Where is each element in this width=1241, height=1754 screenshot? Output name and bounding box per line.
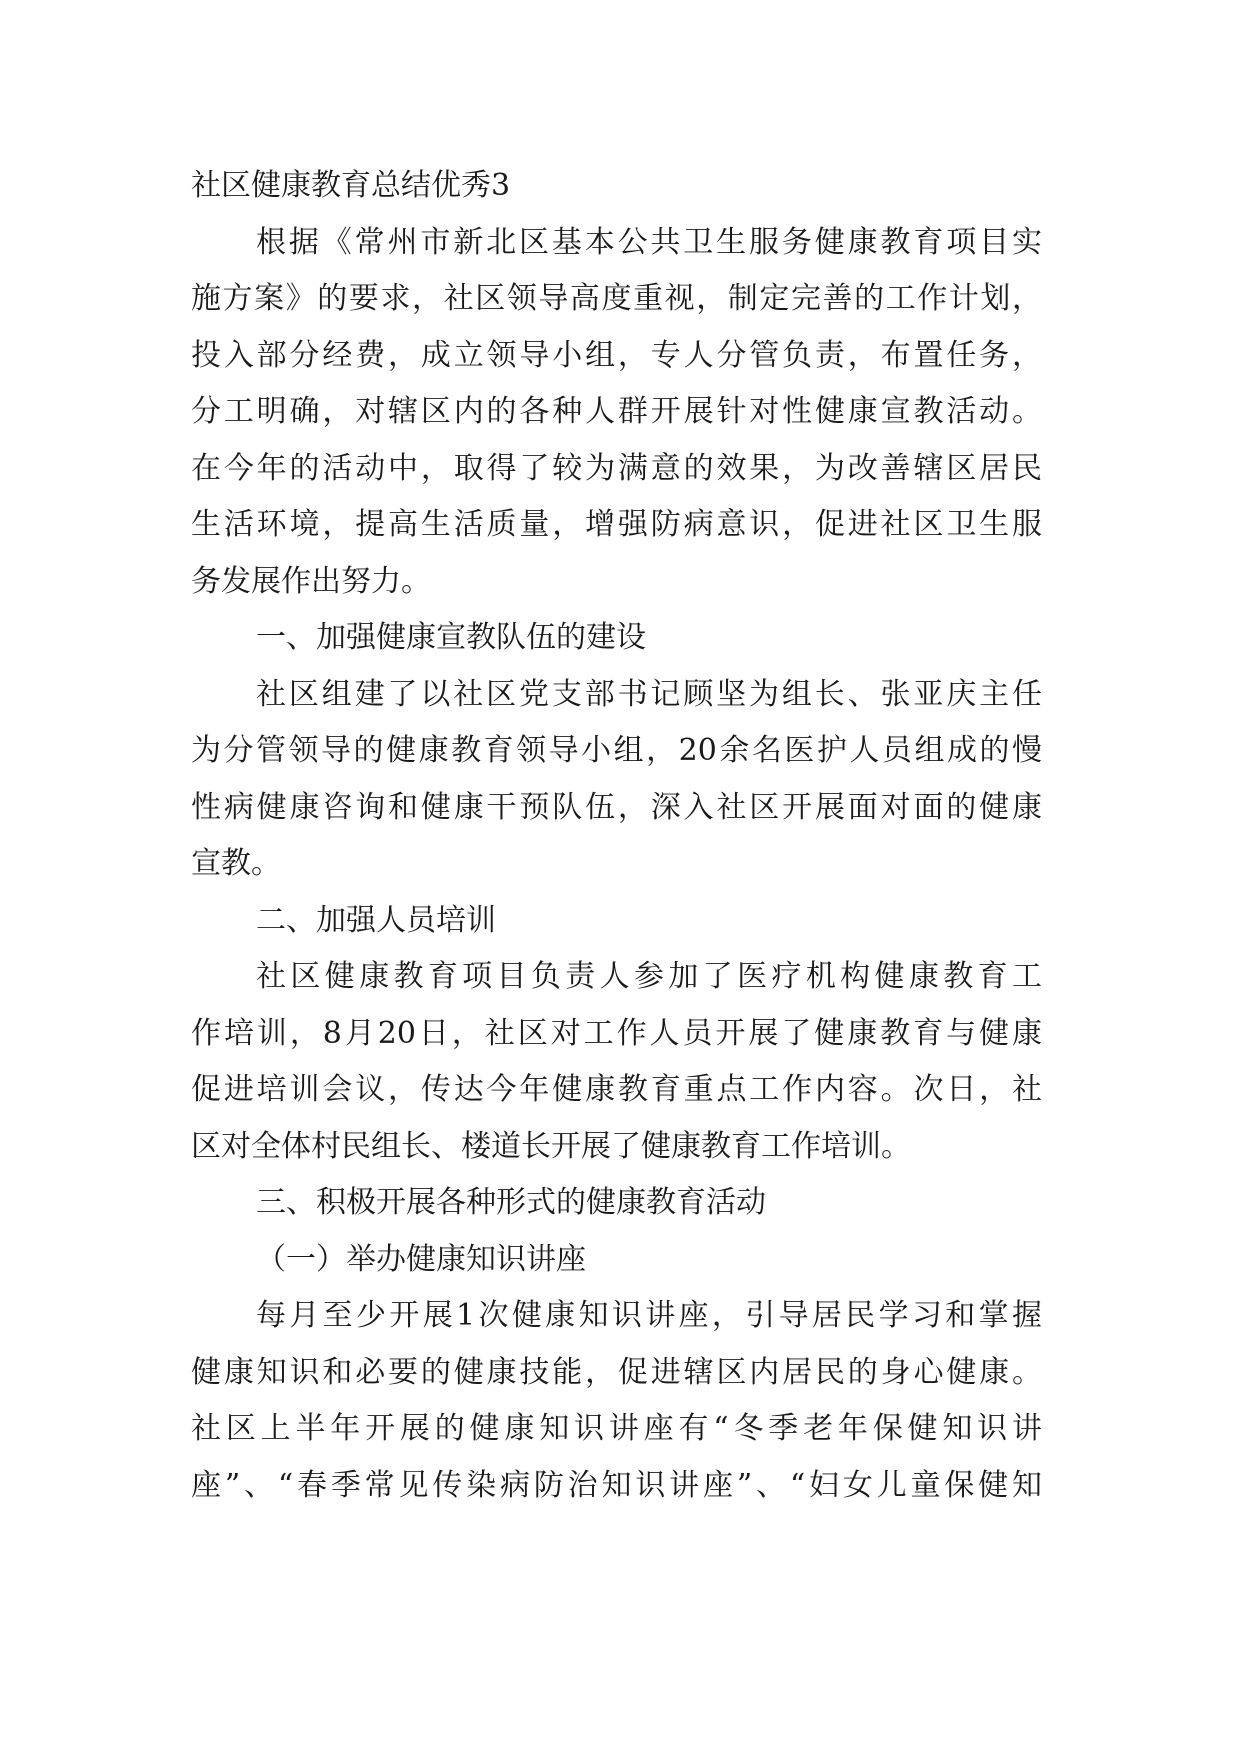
- paragraph-line: 务发展作出努力。: [191, 564, 431, 599]
- paragraph-line: 促进培训会议，传达今年健康教育重点工作内容。次日，社: [191, 1072, 1042, 1107]
- document-title: 社区健康教育总结优秀3: [191, 168, 511, 203]
- paragraph-line: 社区组建了以社区党支部书记顾坚为组长、张亚庆主任: [256, 677, 1042, 712]
- paragraph-line: 社区健康教育项目负责人参加了医疗机构健康教育工: [256, 959, 1042, 994]
- paragraph-line: 区对全体村民组长、楼道长开展了健康教育工作培训。: [191, 1129, 911, 1164]
- paragraph-line: 在今年的活动中，取得了较为满意的效果，为改善辖区居民: [191, 451, 1042, 486]
- section-heading: 三、积极开展各种形式的健康教育活动: [256, 1185, 766, 1220]
- paragraph-line: 社区上半年开展的健康知识讲座有“冬季老年保健知识讲: [191, 1411, 1042, 1446]
- paragraph-line: 宣教。: [191, 846, 281, 881]
- paragraph-line: 座”、“春季常见传染病防治知识讲座”、“妇女儿童保健知: [191, 1468, 1042, 1503]
- paragraph-line: 分工明确，对辖区内的各种人群开展针对性健康宣教活动。: [191, 394, 1042, 429]
- section-heading: 二、加强人员培训: [256, 903, 496, 938]
- paragraph-line: 生活环境，提高生活质量，增强防病意识，促进社区卫生服: [191, 507, 1042, 542]
- subsection-heading: （一）举办健康知识讲座: [256, 1242, 586, 1277]
- paragraph-line: 性病健康咨询和健康干预队伍，深入社区开展面对面的健康: [191, 790, 1042, 825]
- paragraph-line: 作培训，8月20日，社区对工作人员开展了健康教育与健康: [191, 1016, 1042, 1051]
- paragraph-line: 施方案》的要求，社区领导高度重视，制定完善的工作计划，: [191, 281, 1042, 316]
- section-heading: 一、加强健康宣教队伍的建设: [256, 620, 646, 655]
- paragraph-line: 根据《常州市新北区基本公共卫生服务健康教育项目实: [256, 225, 1042, 260]
- paragraph-line: 每月至少开展1次健康知识讲座，引导居民学习和掌握: [256, 1298, 1042, 1333]
- paragraph-line: 投入部分经费，成立领导小组，专人分管负责，布置任务，: [191, 338, 1042, 373]
- paragraph-line: 为分管领导的健康教育领导小组，20余名医护人员组成的慢: [191, 733, 1042, 768]
- paragraph-line: 健康知识和必要的健康技能，促进辖区内居民的身心健康。: [191, 1355, 1042, 1390]
